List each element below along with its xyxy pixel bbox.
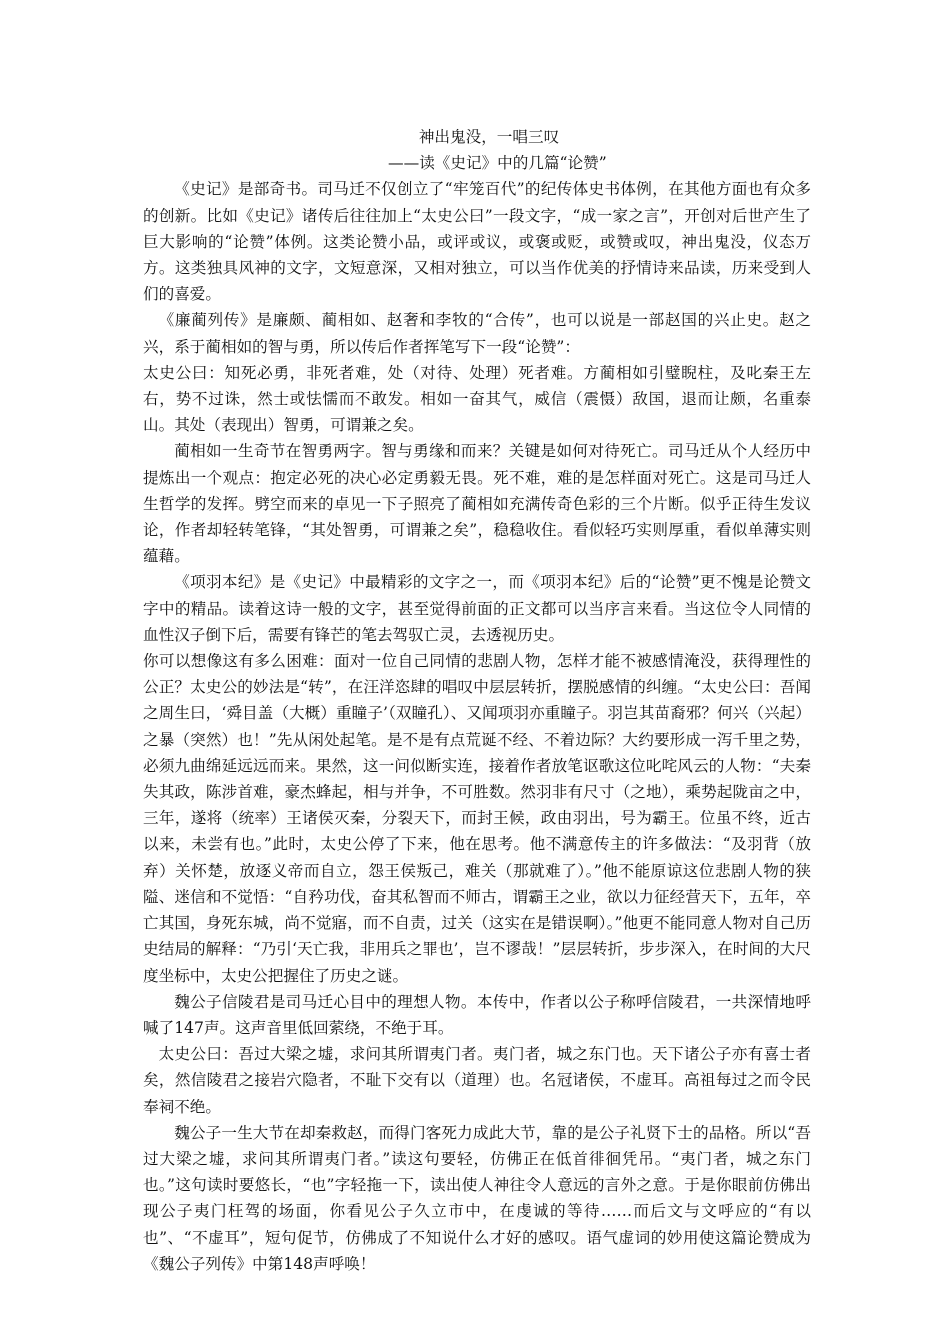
paragraph-lianlin-intro: 《廉蔺列传》是廉颇、蔺相如、赵奢和李牧的“合传”，也可以说是一部赵国的兴止史。赵之兴，系于蔺相如的智与勇，所以传后作者挥笔写下一段“论赞”： [143,311,811,356]
paragraph-lianlin-quote: 太史公曰：知死必勇，非死者难，处（对待、处理）死者难。方蔺相如引璧睨柱，及叱秦王左右，势不过诛，然士或怯懦而不敢发。相如一奋其气，威信（震慑）敌国，退而让颇，名重泰山。其处（表现出）智勇，可谓兼之矣。 [143,363,811,435]
paragraph-intro: 《史记》是部奇书。司马迁不仅创立了“牢笼百代”的纪传体史书体例，在其他方面也有众多的创新。比如《史记》诸传后往往加上“太史公曰”一段文字，“成一家之言”，开创对后世产生了巨大影响的“论赞”体例。这类论赞小品，或评或议，或褒或贬，或赞或叹，神出鬼没，仪态万方。这类独具风神的文字，文短意深，又相对独立，可以当作优美的抒情诗来品读，历来受到人们的喜爱。 [143,180,811,304]
document-subtitle: ——读《史记》中的几篇“论赞” [388,154,607,173]
document-title: 神出鬼没，一唱三叹 [418,128,560,146]
paragraph-weigongzi-intro: 魏公子信陵君是司马迁心目中的理想人物。本传中，作者以公子称呼信陵君，一共深情地呼喊了147声。这声音里低回萦绕，不绝于耳。 [143,992,811,1037]
document-page [143,124,811,1277]
paragraph-lianlin-analysis: 蔺相如一生奇节在智勇两字。智与勇缘和而来？关键是如何对待死亡。司马迁从个人经历中提炼出一个观点：抱定必死的决心必定勇毅无畏。死不难，难的是怎样面对死亡。这是司马迁人生哲学的发挥。劈空而来的卓见一下子照亮了蔺相如充满传奇色彩的三个片断。似乎正待生发议论，作者却轻转笔锋，“其处智勇，可谓兼之矣”，稳稳收住。看似轻巧实则厚重，看似单薄实则蕴藉。 [143,442,811,566]
paragraph-xiangyu-intro: 《项羽本纪》是《史记》中最精彩的文字之一，而《项羽本纪》后的“论赞”更不愧是论赞文字中的精品。读着这诗一般的文字，甚至觉得前面的正文都可以当序言来看。当这位令人同情的血性汉子倒下后，需要有锋芒的笔去驾驭亡灵，去透视历史。 [143,573,811,644]
paragraph-xiangyu-analysis: 你可以想像这有多么困难：面对一位自己同情的悲剧人物，怎样才能不被感情淹没，获得理性的公正？太史公的妙法是“转”，在汪洋恣肆的唱叹中层层转折，摆脱感情的纠缠。“太史公曰：吾闻之周生曰，‘舜目盖（大概）重瞳子’（双瞳孔）、又闻项羽亦重瞳子。羽岂其苗裔邪？何兴（兴起）之暴（突然）也！”先从闲处起笔。是不是有点荒诞不经、不着边际？大约要形成一泻千里之势，必须九曲绵延远远而来。果然，这一问似断实连，接着作者放笔讴歌这位叱咤风云的人物：“夫秦失其政，陈涉首难，豪杰蜂起，相与并争，不可胜数。然羽非有尺寸（之地），乘势起陇亩之中，三年，遂将（统率）王诸侯灭秦，分裂天下，而封王候，政由羽出，号为霸王。位虽不终，近古以来，未尝有也。”此时，太史公停了下来，他在思考。他不满意传主的许多做法：“及羽背（放弃）关怀楚，放逐义帝而自立，怨王侯叛己，难关（那就难了）。”他不能原谅这位悲剧人物的狭隘、迷信和不觉悟：“自矜功伐，奋其私智而不师古，谓霸王之业，欲以力征经营天下，五年，卒亡其国，身死东城，尚不觉寤，而不自责，过关（这实在是错误啊）。”他更不能同意人物对自己历史结局的解释：“乃引‘天亡我，非用兵之罪也’，岂不谬哉！”层层转折，步步深入，在时间的大尺度坐标中，太史公把握住了历史之谜。 [143,652,811,985]
paragraph-weigongzi-quote: 太史公曰：吾过大梁之墟，求问其所谓夷门者。夷门者，城之东门也。天下诸公子亦有喜士者矣，然信陵君之接岩穴隐者，不耻下交有以（道理）也。名冠诸侯，不虚耳。高祖每过之而令民奉祠不绝。 [143,1045,811,1116]
paragraph-weigongzi-analysis: 魏公子一生大节在却秦救赵，而得门客死力成此大节，靠的是公子礼贤下士的品格。所以“吾过大梁之墟，求问其所谓夷门者。”读这句要轻，仿佛正在低首徘徊凭吊。“夷门者，城之东门也。”这句读时要悠长，“也”字轻拖一下，读出使人神往令人意远的言外之意。于是你眼前仿佛出现公子夷门枉驾的场面，你看见公子久立市中，在虔诚的等待……而后文与文呼应的“有以也”、“不虚耳”，短句促节，仿佛成了不知说什么才好的感叹。语气虚词的妙用使这篇论赞成为《魏公子列传》中第148声呼唤！ [143,1123,811,1273]
